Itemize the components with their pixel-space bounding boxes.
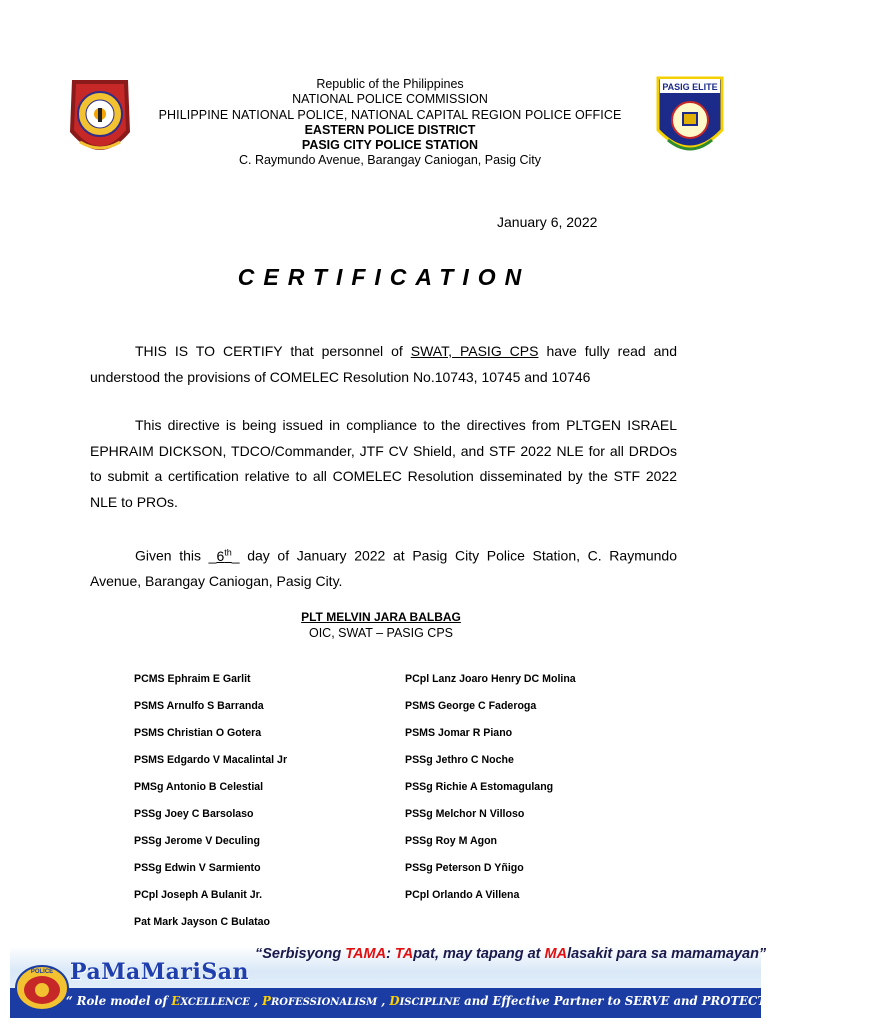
roster-left-column [134, 673, 287, 943]
p1-text-b: have fully read and understood the provisions of COMELEC Resolution No.10743, 10745 and 10746 [90, 343, 678, 385]
letterhead-district: EASTERN POLICE DISTRICT [304, 122, 476, 137]
list-item: PSSg Joey C Barsolaso [134, 808, 254, 820]
footer-tagline: “ Role model of EXCELLENCE , PROFESSIONALISM , DISCIPLINE and Effective Partner to SERVE and PROTECT the Community ” [66, 994, 882, 1008]
signatory-title: OIC, SWAT – PASIG CPS [308, 626, 453, 640]
pamamarisan-brand: PaMaMariSan [70, 959, 250, 985]
pnp-seal-logo [66, 72, 134, 166]
police-seal-icon [14, 962, 70, 1012]
p1-text-a: THIS IS TO CERTIFY that personnel of [135, 343, 411, 359]
p1-unit: SWAT, PASIG CPS [410, 343, 539, 359]
paragraph-1 [90, 339, 677, 390]
letterhead-pnp-ncrpo: PHILIPPINE NATIONAL POLICE, NATIONAL CAPITAL REGION POLICE OFFICE [158, 107, 622, 122]
list-item: PSMS Jomar R Piano [405, 727, 513, 739]
document-title: CERTIFICATION [237, 264, 531, 290]
svg-text:POLICE: POLICE [30, 969, 54, 975]
list-item: PMSg Antonio B Celestial [134, 781, 264, 793]
p3-text-a: Given this _ [135, 547, 217, 564]
p3-day: 6th [216, 547, 232, 564]
letterhead-republic: Republic of the Philippines [316, 77, 464, 91]
list-item: Pat Mark Jayson C Bulatao [134, 916, 270, 928]
letterhead-napolcom: NATIONAL POLICE COMMISSION [292, 92, 488, 107]
letterhead-station: PASIG CITY POLICE STATION [301, 138, 479, 153]
p3-text-b: _ day of January 2022 at Pasig City Police Station, C. Raymundo Avenue, Barangay Caniogan, Pasig City. [90, 547, 677, 590]
list-item: PSSg Peterson D Yñigo [405, 862, 524, 874]
footer-motto: “Serbisyong TAMA: TApat, may tapang at MAlasakit para sa mamamayan” [255, 946, 767, 962]
list-item: PCpl Lanz Joaro Henry DC Molina [405, 673, 576, 685]
list-item: PSMS Arnulfo S Barranda [134, 700, 264, 712]
list-item: PSMS George C Faderoga [405, 700, 537, 712]
p2-text: This directive is being issued in compliance to the directives from PLTGEN ISRAEL EPHRAIM DICKSON, TDCO/Commander, JTF CV Shield, and STF 2022 NLE for all DRDOs to submit a certification relative to all COMELEC Resolution disseminated by the STF 2022 NLE to PROs. [90, 417, 677, 510]
document-date: January 6, 2022 [497, 214, 598, 230]
paragraph-2 [90, 413, 677, 515]
list-item: PSSg Jerome V Deculing [134, 835, 260, 847]
roster-right-column [405, 673, 576, 916]
letterhead-address: C. Raymundo Avenue, Barangay Caniogan, Pasig City [238, 153, 542, 168]
pasig-elite-logo [654, 74, 726, 164]
letterhead [130, 77, 650, 169]
list-item: PSSg Roy M Agon [405, 835, 498, 847]
list-item: PCMS Ephraim E Garlit [134, 673, 251, 685]
list-item: PSSg Melchor N Villoso [405, 808, 525, 820]
pasig-elite-text: PASIG ELITE [662, 82, 718, 92]
signatory-name: PLT MELVIN JARA BALBAG [301, 610, 461, 624]
list-item: PCpl Orlando A Villena [405, 889, 520, 901]
list-item: PSSg Richie A Estomagulang [405, 781, 554, 793]
paragraph-3 [90, 540, 677, 595]
list-item: PSSg Jethro C Noche [405, 754, 514, 766]
list-item: PSSg Edwin V Sarmiento [134, 862, 261, 874]
list-item: PCpl Joseph A Bulanit Jr. [134, 889, 263, 901]
list-item: PSMS Edgardo V Macalintal Jr [134, 754, 288, 766]
list-item: PSMS Christian O Gotera [134, 727, 262, 739]
